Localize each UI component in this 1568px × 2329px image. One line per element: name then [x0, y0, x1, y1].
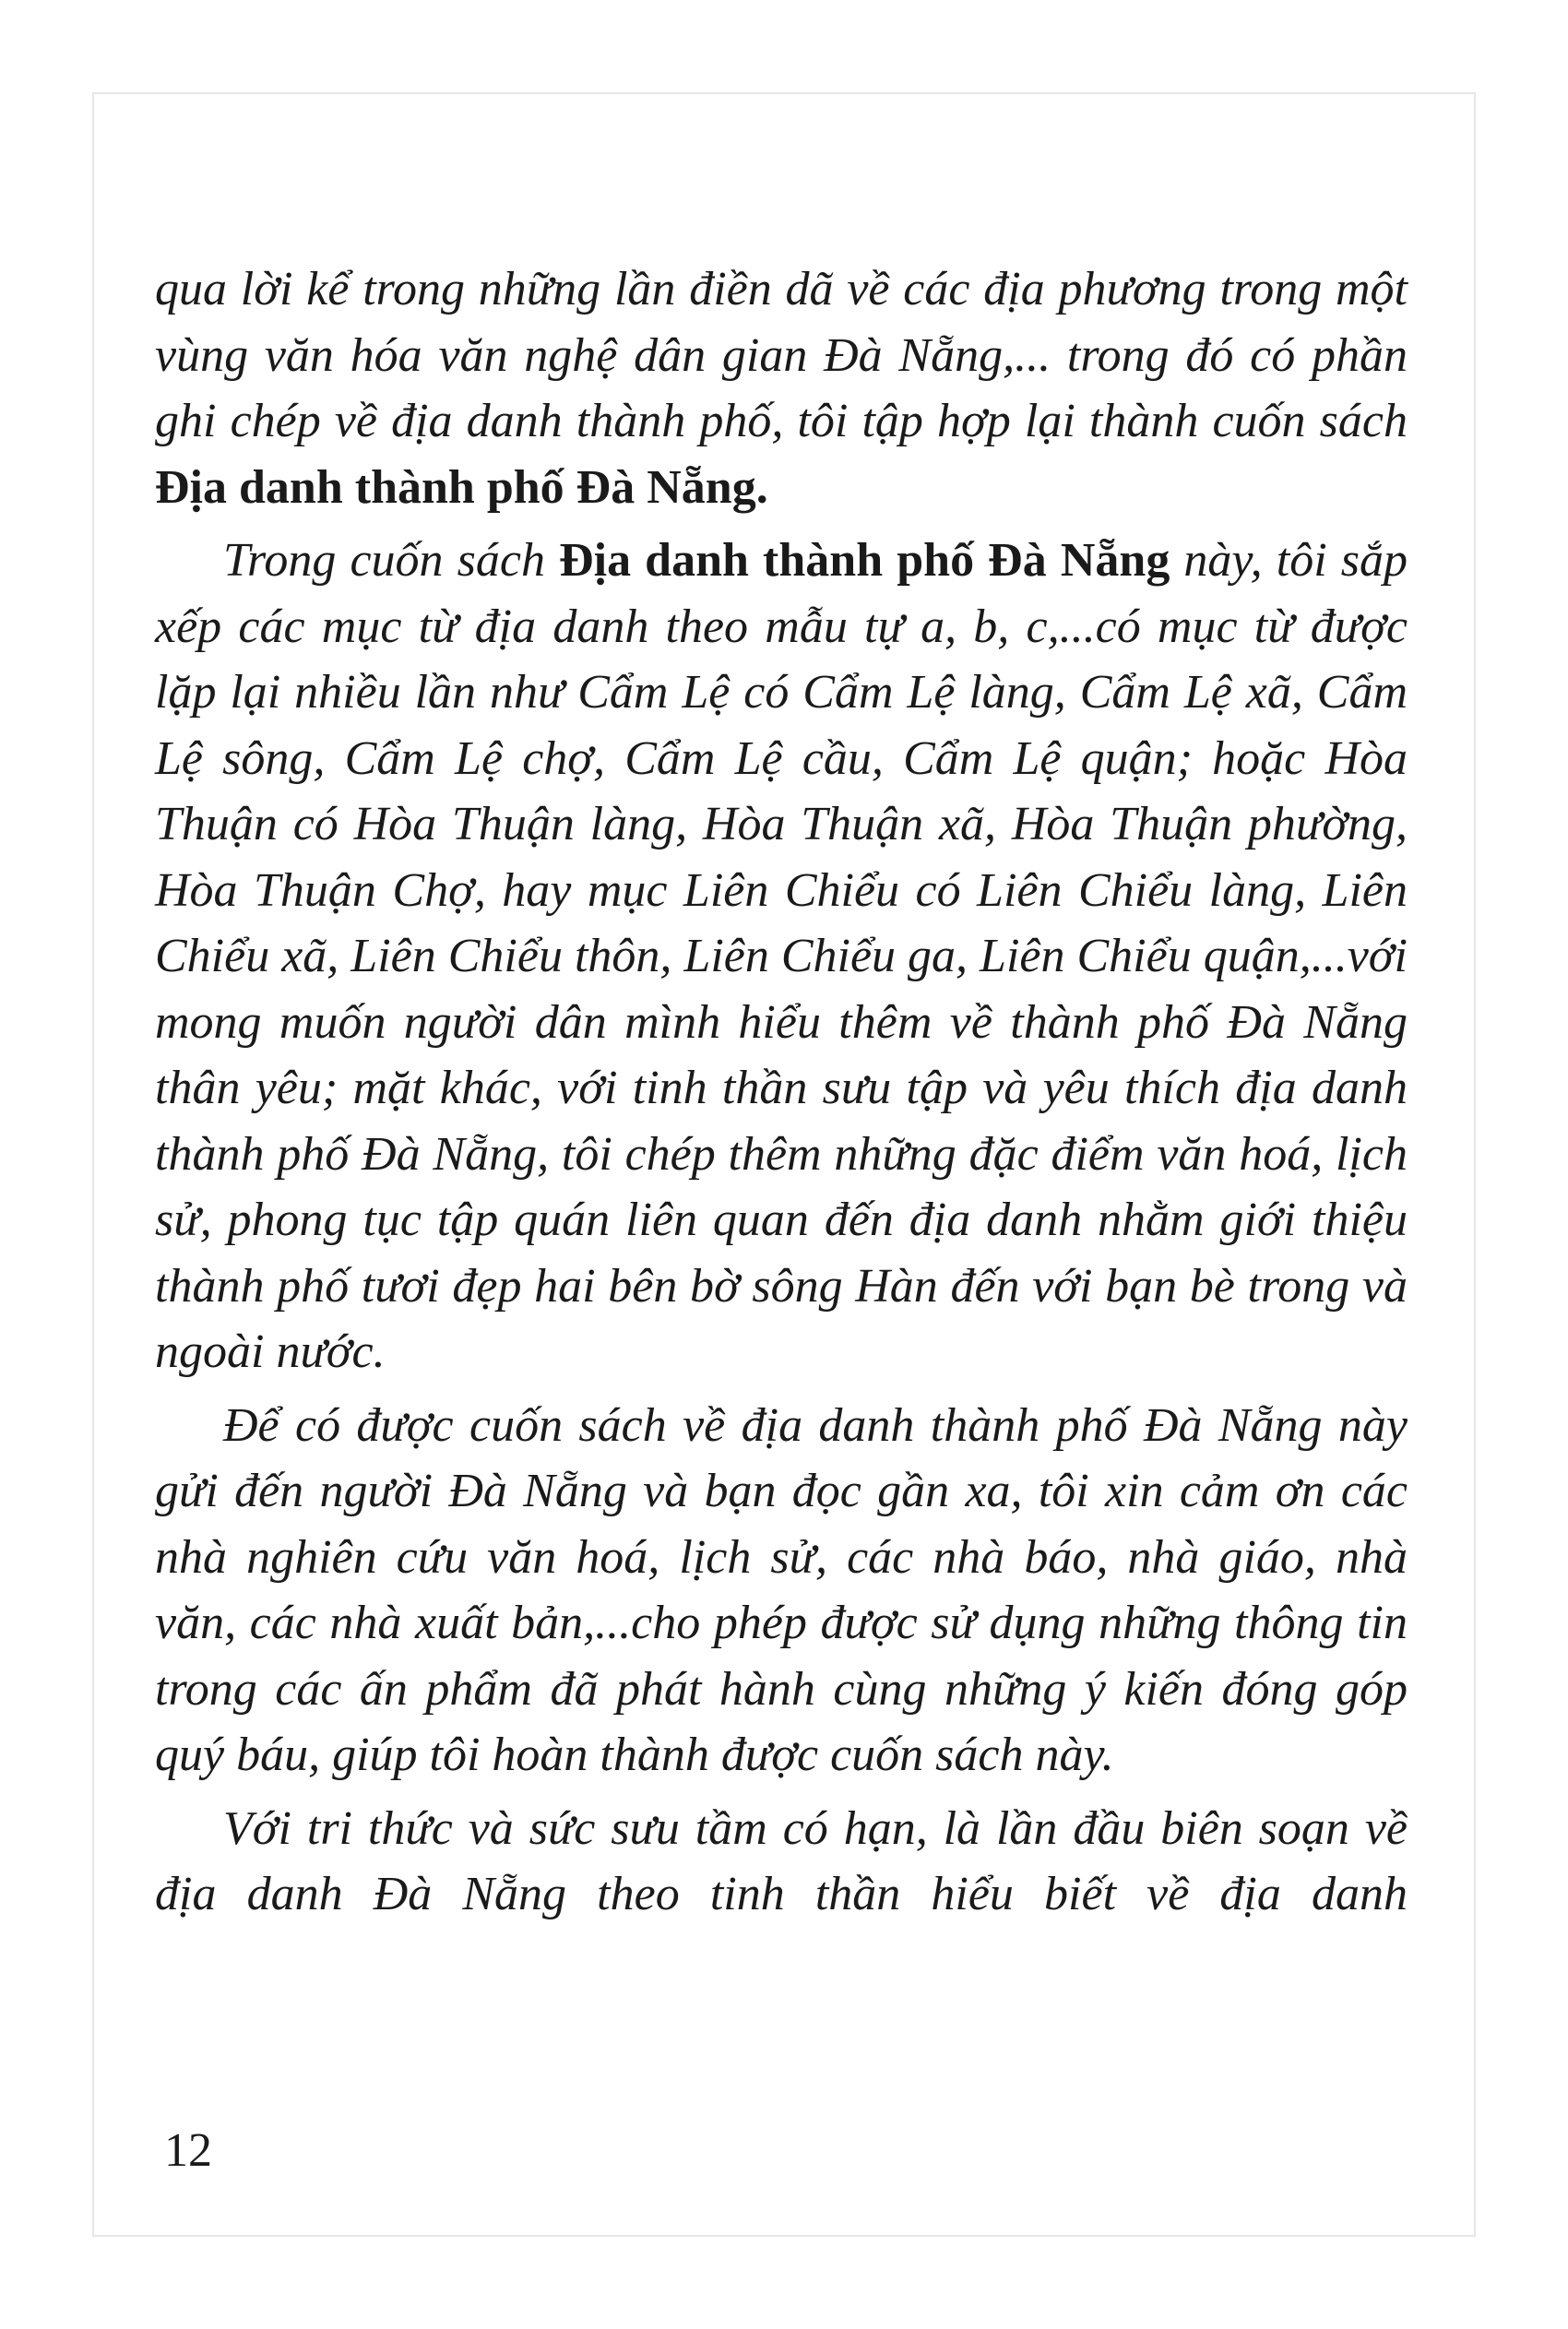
text-segment: này, tôi sắp xếp các mục từ địa danh theo mẫu tự a, b, c,...có mục từ được lặp lại nhiều lần như Cẩm Lệ có Cẩm Lệ làng, Cẩm Lệ xã, Cẩm Lệ sông, Cẩm Lệ chợ, Cẩm Lệ cầu, Cẩm Lệ quận; hoặc Hòa Thuận có Hòa Thuận làng, Hòa Thuận xã, Hòa Thuận phường, Hòa Thuận Chợ, hay mục Liên Chiểu có Liên Chiểu làng, Liên Chiểu xã, Liên Chiểu thôn, Liên Chiểu ga, Liên Chiểu quận,...với mong muốn người dân mình hiểu thêm về thành phố Đà Nẵng thân yêu; mặt khác, với tinh thần sưu tập và yêu thích địa danh thành phố Đà Nẵng, tôi chép thêm những đặc điểm văn hoá, lịch sử, phong tục tập quán liên quan đến địa danh nhằm giới thiệu thành phố tươi đẹp hai bên bờ sông Hàn đến với bạn bè trong và ngoài nước. — [155, 534, 1408, 1378]
book-title-bold: Địa danh thành phố Đà Nẵng. — [155, 460, 768, 514]
page-number: 12 — [164, 2124, 212, 2177]
text-segment: Để có được cuốn sách về địa danh thành phố Đà Nẵng này gửi đến người Đà Nẵng và bạn đọc gần xa, tôi xin cảm ơn các nhà nghiên cứu văn hoá, lịch sử, các nhà báo, nhà giáo, nhà văn, các nhà xuất bản,...cho phép được sử dụng những thông tin trong các ấn phẩm đã phát hành cùng những ý kiến đóng góp quý báu, giúp tôi hoàn thành được cuốn sách này. — [155, 1398, 1408, 1781]
paragraph-3 — [155, 1393, 1408, 1788]
body-text — [155, 256, 1408, 1928]
paragraph-4 — [155, 1796, 1408, 1928]
text-segment: Trong cuốn sách — [223, 534, 560, 587]
text-segment: Với tri thức và sức sưu tầm có hạn, là lần đầu biên soạn về địa danh Đà Nẵng theo tinh thần hiểu biết về địa danh — [155, 1801, 1408, 1920]
book-title-bold: Địa danh thành phố Đà Nẵng — [559, 534, 1170, 587]
text-segment: qua lời kể trong những lần điền dã về các địa phương trong một vùng văn hóa văn nghệ dân gian Đà Nẵng,... trong đó có phần ghi chép về địa danh thành phố, tôi tập hợp lại thành cuốn sách — [155, 263, 1408, 447]
paragraph-1 — [155, 256, 1408, 520]
paragraph-2 — [155, 528, 1408, 1385]
